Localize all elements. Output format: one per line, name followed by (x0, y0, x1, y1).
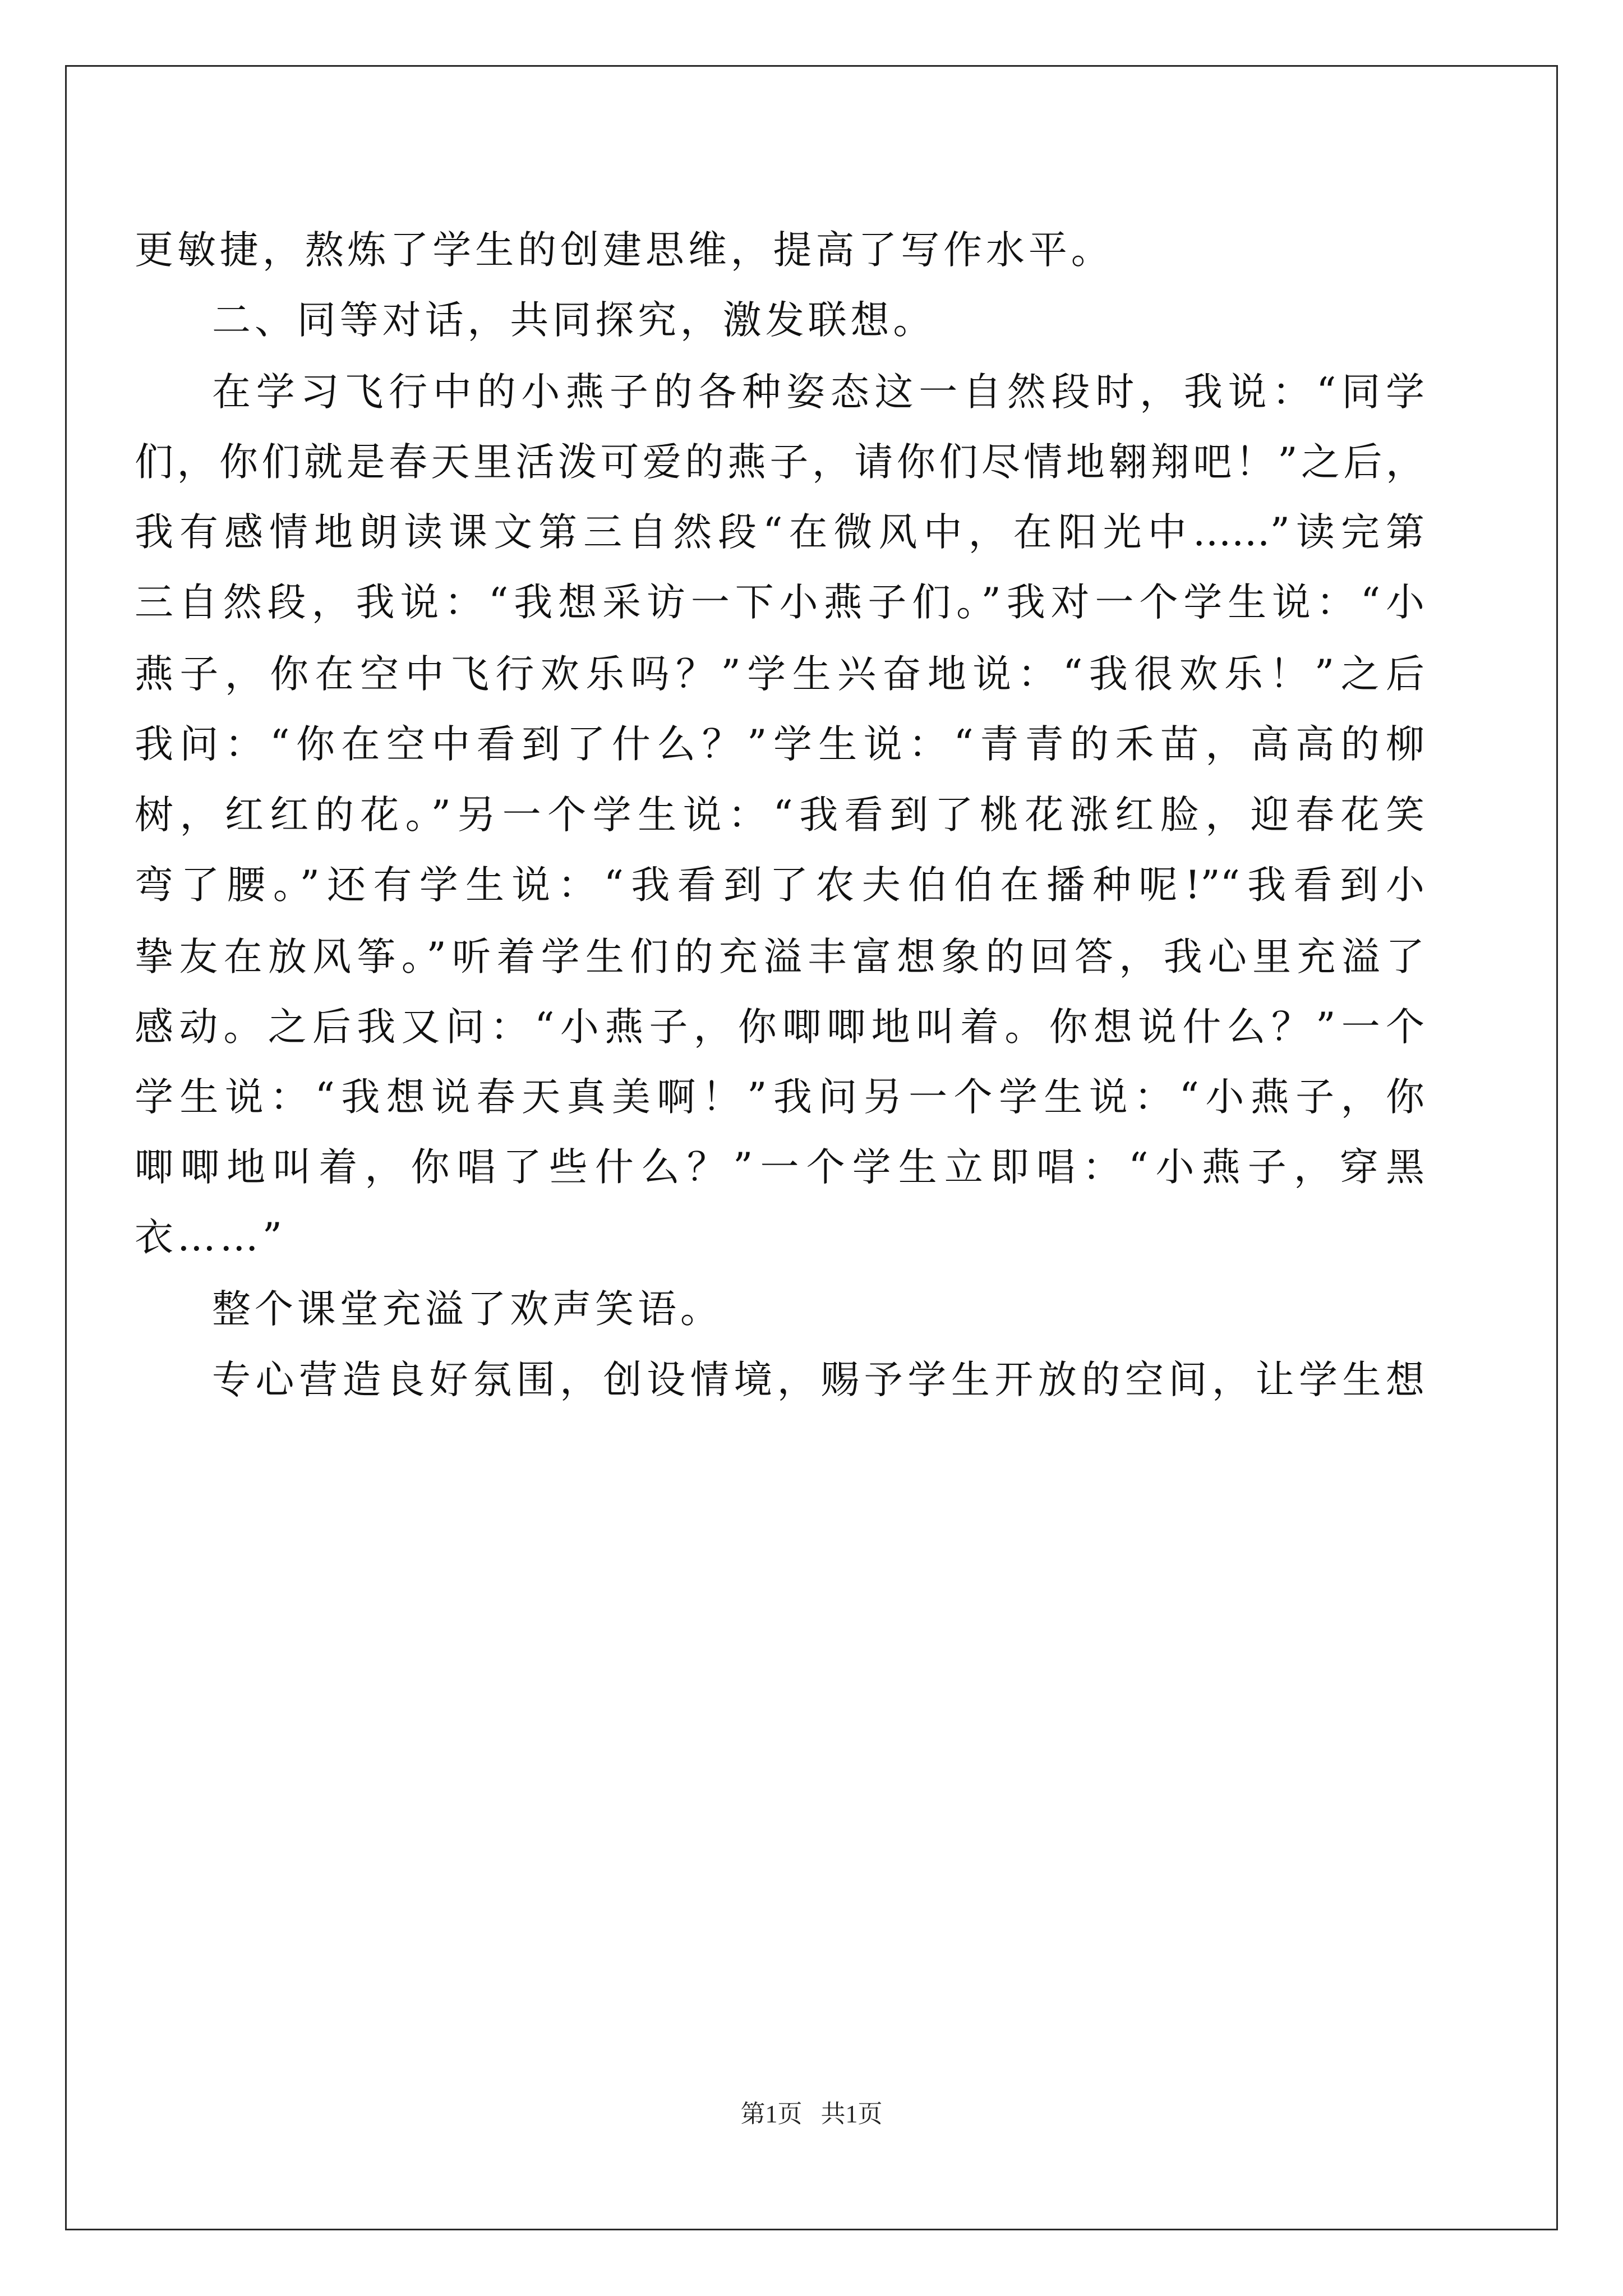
text-line: 我有感情地朗读课文第三自然段“在微风中，在阳光中……”读完第 (135, 510, 1424, 555)
text-line: 专心营造良好氛围，创设情境，赐予学生开放的空间，让学生想 (212, 1358, 1424, 1402)
text-line: 唧唧地叫着，你唱了些什么？”一个学生立即唱：“小燕子，穿黑 (135, 1145, 1424, 1190)
text-line: 燕子，你在空中飞行欢乐吗？”学生兴奋地说：“我很欢乐！”之后 (135, 652, 1424, 697)
text-line: 我问：“你在空中看到了什么？”学生说：“青青的禾苗，高高的柳 (135, 722, 1424, 767)
text-line: 衣……” (135, 1215, 286, 1260)
page-number-footer: 第1页 共1页 (740, 2100, 883, 2128)
text-line: 们，你们就是春天里活泼可爱的燕子，请你们尽情地翱翔吧！”之后， (135, 440, 1424, 485)
text-line: 学生说：“我想说春天真美啊！”我问另一个学生说：“小燕子，你 (135, 1075, 1424, 1120)
text-line: 挚友在放风筝。”听着学生们的充溢丰富想象的回答，我心里充溢了 (135, 935, 1424, 979)
text-line: 感动。之后我又问：“小燕子，你唧唧地叫着。你想说什么？”一个 (135, 1005, 1424, 1050)
text-line: 树，红红的花。”另一个学生说：“我看到了桃花涨红脸，迎春花笑 (135, 793, 1424, 838)
text-line: 在学习飞行中的小燕子的各种姿态这一自然段时，我说：“同学 (212, 370, 1424, 415)
text-line: 弯了腰。”还有学生说：“我看到了农夫伯伯在播种呢!”“我看到小 (135, 863, 1424, 908)
section-heading: 二、同等对话，共同探究，激发联想。 (212, 298, 936, 343)
text-line: 更敏捷，熬炼了学生的创建思维，提高了写作水平。 (135, 228, 1114, 273)
text-line: 整个课堂充溢了欢声笑语。 (212, 1287, 723, 1332)
text-line: 三自然段，我说：“我想采访一下小燕子们。”我对一个学生说：“小 (135, 580, 1424, 625)
